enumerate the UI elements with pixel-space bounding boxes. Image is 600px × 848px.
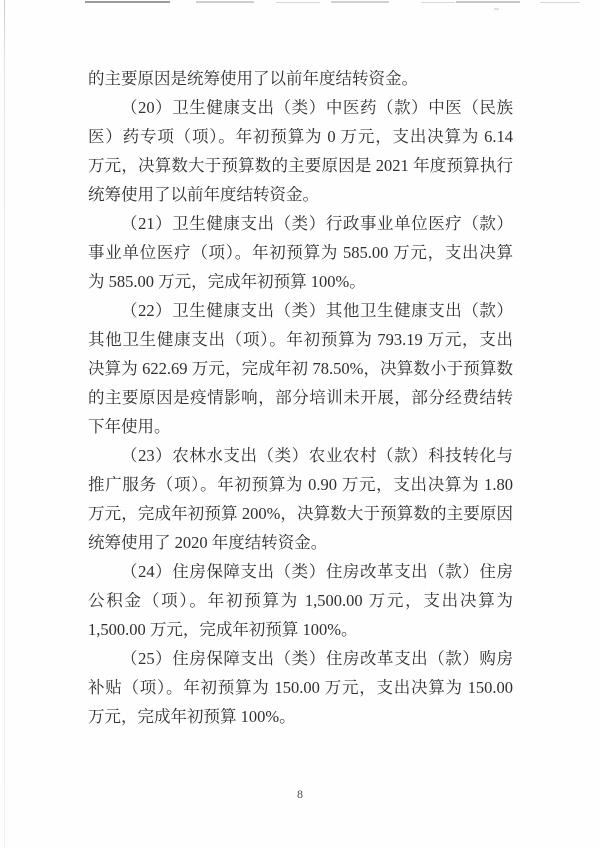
text-line: 统筹使用了 2020 年度结转资金。 [88,533,328,552]
text-line: （20）卫生健康支出（类）中医药（款）中医（民族 [121,98,513,117]
text-line: 的主要原因是统筹使用了以前年度结转资金。 [88,69,418,88]
scan-artifact [276,2,320,3]
page-number: 8 [297,787,303,801]
scan-artifact [540,2,580,3]
body-text [88,64,513,731]
text-line: 其他卫生健康支出（项）。年初预算为 793.19 万元，支出 [88,330,513,349]
text-line: 下年使用。 [88,417,171,436]
scan-artifact [85,1,170,3]
text-line: 为 585.00 万元，完成年初预算 100%。 [88,272,366,291]
text-line: （25）住房保障支出（类）住房改革支出（款）购房 [121,649,513,668]
page-edge-shadow [4,0,5,848]
text-line: 医）药专项（项）。年初预算为 0 万元，支出决算为 6.14 [88,127,513,146]
scan-artifact [196,1,254,3]
text-line: （23）农林水支出（类）农业农村（款）科技转化与 [121,446,513,465]
text-line: 万元，决算数大于预算数的主要原因是 2021 年度预算执行 [88,156,513,175]
text-line: 事业单位医疗（项）。年初预算为 585.00 万元，支出决算 [88,243,513,262]
scan-artifact [331,1,389,3]
text-line: 的主要原因是疫情影响，部分培训未开展，部分经费结转 [88,388,513,407]
text-line: 1,500.00 万元，完成年初预算 100%。 [88,620,358,639]
text-line: （21）卫生健康支出（类）行政事业单位医疗（款） [121,214,513,233]
text-line: 万元，完成年初预算 200%，决算数大于预算数的主要原因 [88,504,513,523]
scan-artifact [494,8,499,10]
text-line: 公积金（项）。年初预算为 1,500.00 万元，支出决算为 [88,591,513,610]
text-line: 万元，完成年初预算 100%。 [88,707,296,726]
scan-artifact [456,1,520,3]
text-line: 决算为 622.69 万元，完成年初 78.50%，决算数小于预算数 [88,359,513,378]
text-line: （24）住房保障支出（类）住房改革支出（款）住房 [121,562,513,581]
text-line: 补贴（项）。年初预算为 150.00 万元，支出决算为 150.00 [88,678,513,697]
text-line: 统筹使用了以前年度结转资金。 [88,185,319,204]
text-line: 推广服务（项）。年初预算为 0.90 万元，支出决算为 1.80 [88,475,513,494]
scan-artifact [421,2,455,3]
text-line: （22）卫生健康支出（类）其他卫生健康支出（款） [121,301,513,320]
